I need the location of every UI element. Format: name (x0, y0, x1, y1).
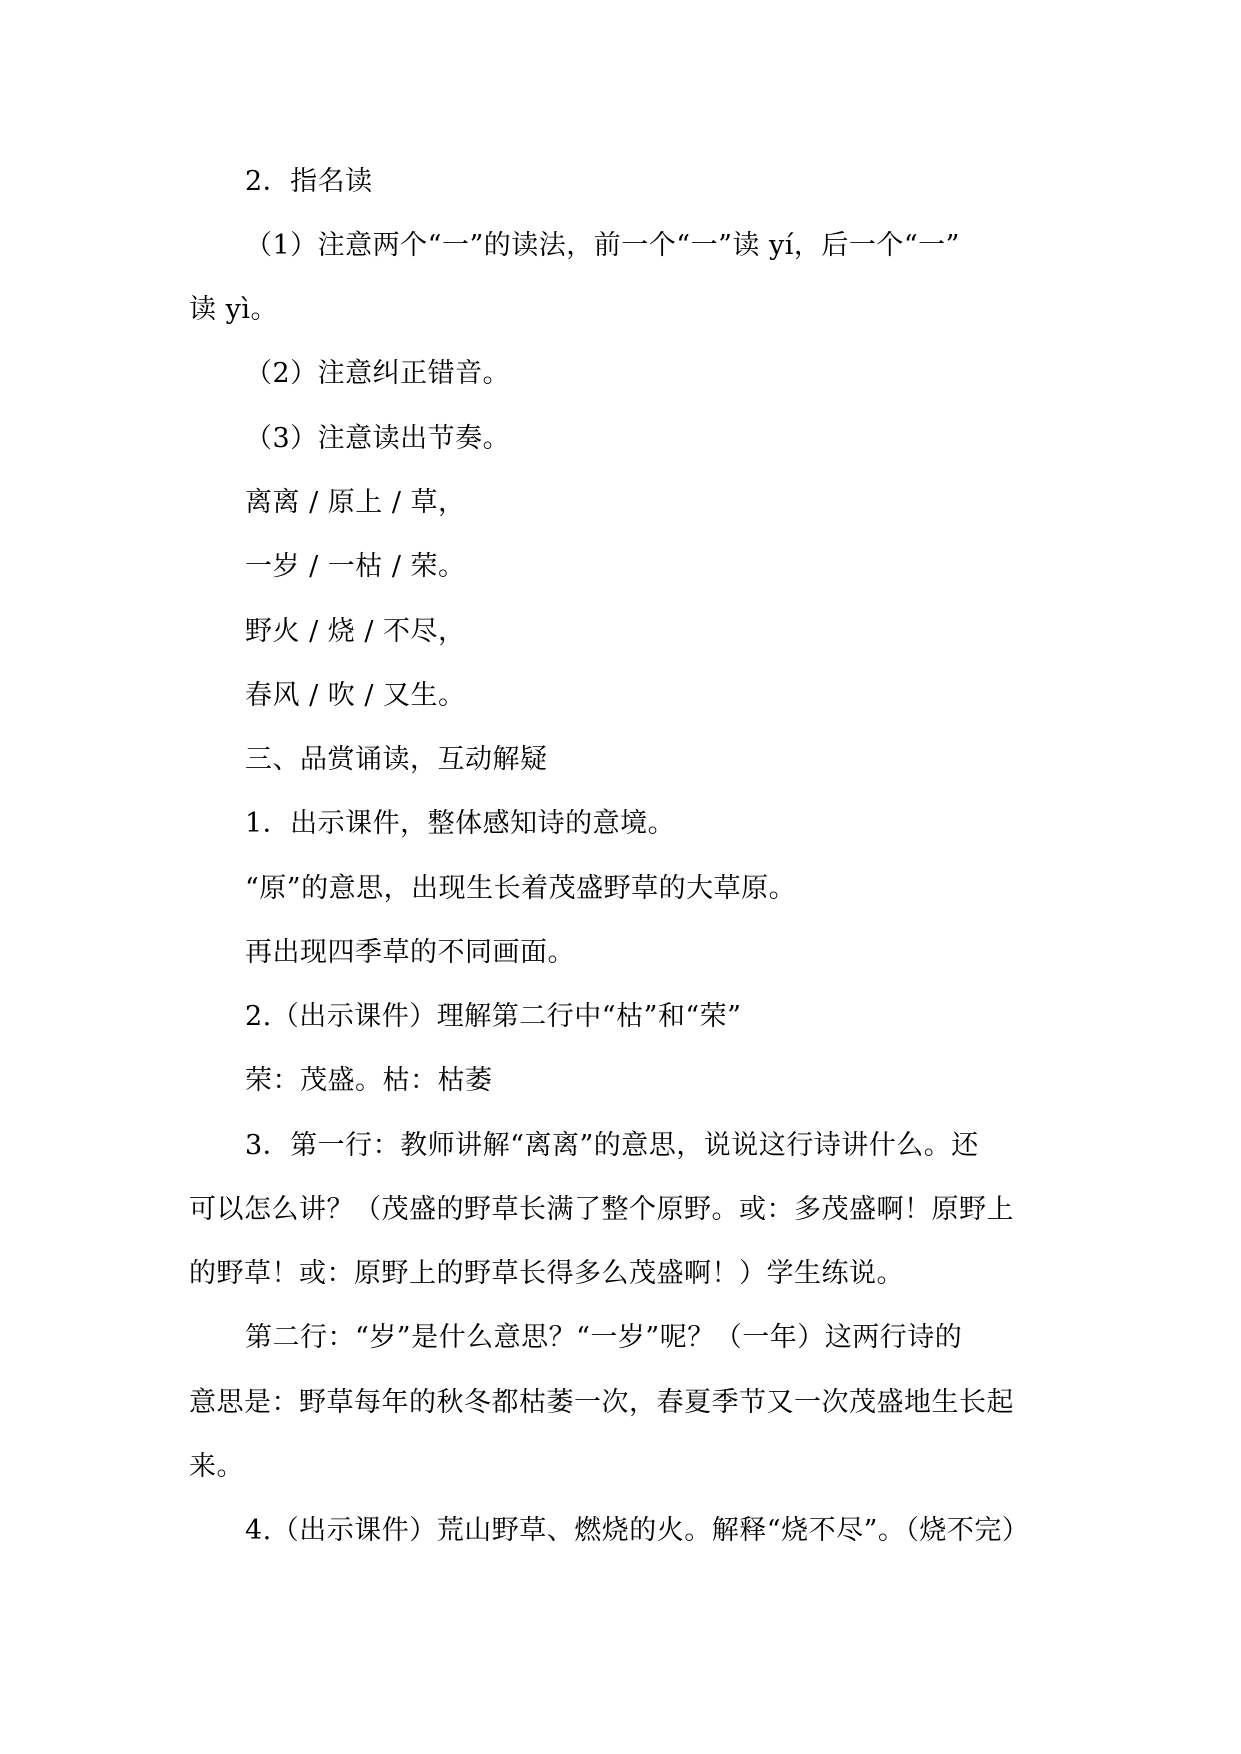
section-heading: 三、品赏诵读，互动解疑 (245, 744, 548, 775)
paragraph-line: 2.（出示课件）理解第二行中“枯”和“荣” (245, 1001, 742, 1032)
paragraph-line: （1）注意两个“一”的读法，前一个“一”读 yí，后一个“一” (245, 230, 960, 261)
paragraph-line: 荣：茂盛。枯：枯萎 (245, 1065, 493, 1096)
poem-line: 离离 / 原上 / 草， (245, 487, 466, 518)
paragraph-line: 第二行：“岁”是什么意思？“一岁”呢？（一年）这两行诗的 (245, 1322, 963, 1353)
paragraph-line: 2．指名读 (245, 166, 373, 197)
poem-line: 一岁 / 一枯 / 荣。 (245, 551, 466, 582)
paragraph-line: 再出现四季草的不同画面。 (245, 937, 575, 968)
paragraph-line: 来。 (189, 1451, 244, 1482)
paragraph-line: 意思是：野草每年的秋冬都枯萎一次，春夏季节又一次茂盛地生长起 (189, 1387, 1014, 1418)
paragraph-line: 的野草！或：原野上的野草长得多么茂盛啊！）学生练说。 (189, 1258, 904, 1289)
paragraph-line: （3）注意读出节奏。 (245, 423, 511, 454)
paragraph-line: 读 yì。 (189, 294, 278, 325)
poem-line: 野火 / 烧 / 不尽， (245, 616, 466, 647)
paragraph-line: 3．第一行：教师讲解“离离”的意思，说说这行诗讲什么。还 (245, 1130, 979, 1161)
paragraph-line: “原”的意思，出现生长着茂盛野草的大草原。 (245, 873, 797, 904)
paragraph-line: 可以怎么讲？（茂盛的野草长满了整个原野。或：多茂盛啊！原野上 (189, 1194, 1014, 1225)
paragraph-line: （2）注意纠正错音。 (245, 358, 511, 389)
paragraph-line: 1．出示课件，整体感知诗的意境。 (245, 808, 676, 839)
paragraph-line: 4.（出示课件）荒山野草、燃烧的火。解释“烧不尽”。（烧不完） (245, 1515, 1030, 1546)
poem-line: 春风 / 吹 / 又生。 (245, 680, 466, 711)
